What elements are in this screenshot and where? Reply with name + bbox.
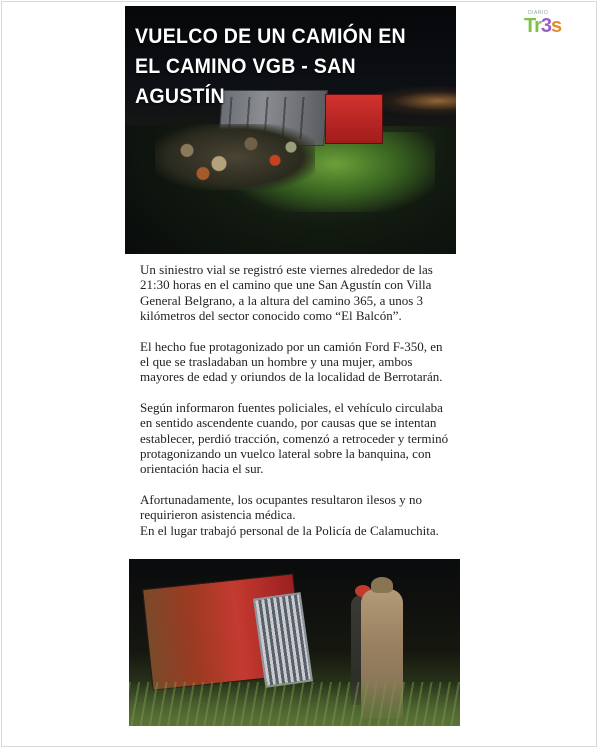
- article-paragraph: Afortunadamente, los ocupantes resultaron ilesos y no requirieron asistencia médica.: [140, 491, 422, 523]
- headline: VUELCO DE UN CAMIÓN EN EL CAMINO VGB - SAN AGUSTÍN: [135, 25, 406, 108]
- article-paragraph: En el lugar trabajó personal de la Policía de Calamuchita.: [140, 522, 439, 538]
- tr3s-logo: [524, 10, 568, 42]
- accident-photo-top: [125, 6, 456, 254]
- article-paragraph: El hecho fue protagonizado por un camión Ford F-350, en el que se trasladaban un hombre y una mujer, ambos mayores de edad y oriundos de la localidad de Berrotarán.: [140, 338, 443, 385]
- article-body: [140, 262, 452, 538]
- article-paragraph: Según informaron fuentes policiales, el vehículo circulaba en sentido ascendente cuando, por causas que se intentan establecer, perdió tracción, comenzó a retroceder y terminó protagonizando un vuelco lateral sobre la banquina, con orientación hacia el sur.: [140, 399, 449, 477]
- logo-mark: Tr3s: [524, 15, 562, 37]
- accident-photo-bottom: [129, 559, 460, 726]
- article-paragraph: Un siniestro vial se registró este viernes alrededor de las 21:30 horas en el camino que une San Agustín con Villa General Belgrano, a la altura del camino 365, a unos 3 kilómetros del sector conocido como “El Balcón”.: [140, 262, 433, 324]
- logo-tiny-text: DIARIO: [528, 10, 549, 16]
- spilled-cargo: [155, 124, 315, 190]
- roadside-weeds: [129, 682, 460, 726]
